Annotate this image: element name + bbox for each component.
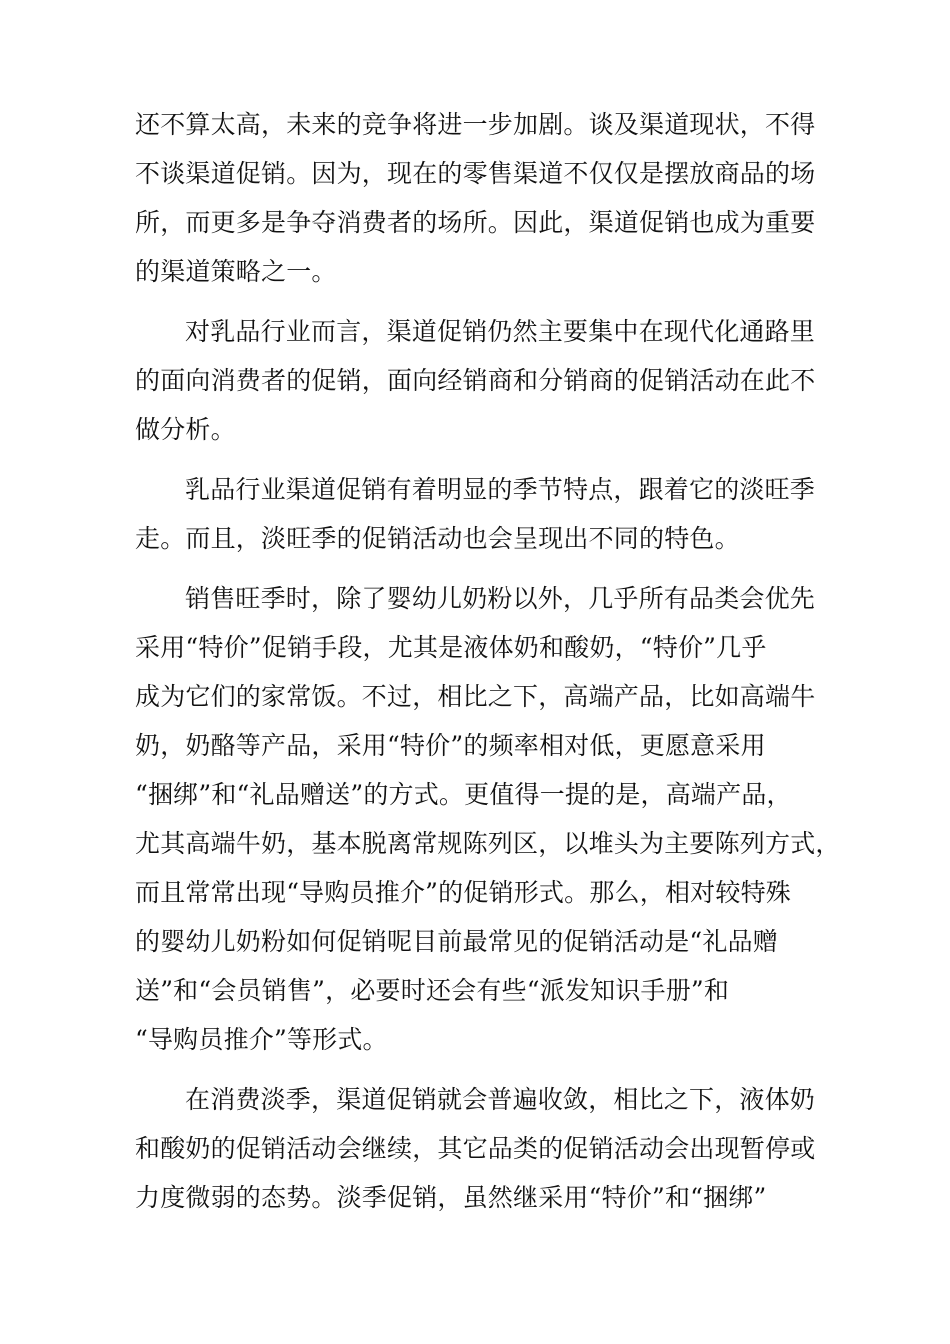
text-line: 的婴幼儿奶粉如何促销呢目前最常见的促销活动是“礼品赠 <box>135 927 778 956</box>
text-line: 乳品行业渠道促销有着明显的季节特点，跟着它的淡旺季 <box>185 475 816 504</box>
paragraph-5 <box>135 1075 825 1222</box>
text-line: 在消费淡季，渠道促销就会普遍收敛，相比之下，液体奶 <box>185 1085 816 1114</box>
text-line: 走。而且，淡旺季的促销活动也会呈现出不同的特色。 <box>135 524 740 553</box>
text-line: 对乳品行业而言，渠道促销仍然主要集中在现代化通路里 <box>185 317 816 346</box>
text-line: 所，而更多是争夺消费者的场所。因此，渠道促销也成为重要 <box>135 208 816 237</box>
text-line: 不谈渠道促销。因为，现在的零售渠道不仅仅是摆放商品的场 <box>135 159 816 188</box>
text-line: 尤其高端牛奶，基本脱离常规陈列区，以堆头为主要陈列方式， <box>135 829 841 858</box>
text-line: 的面向消费者的促销，面向经销商和分销商的促销活动在此不 <box>135 366 816 395</box>
paragraph-1 <box>135 100 825 296</box>
text-line: 做分析。 <box>135 415 236 444</box>
text-line: 和酸奶的促销活动会继续，其它品类的促销活动会出现暂停或 <box>135 1134 816 1163</box>
text-line: 采用“特价”促销手段，尤其是液体奶和酸奶，“特价”几乎 <box>135 633 767 662</box>
text-line: 送”和“会员销售”，必要时还会有些“派发知识手册”和 <box>135 976 730 1005</box>
text-line: 奶，奶酪等产品，采用“特价”的频率相对低，更愿意采用 <box>135 731 766 760</box>
text-line: 还不算太高，未来的竞争将进一步加剧。谈及渠道现状，不得 <box>135 110 816 139</box>
text-line: 而且常常出现“导购员推介”的促销形式。那么，相对较特殊 <box>135 878 791 907</box>
text-line: 成为它们的家常饭。不过，相比之下，高端产品，比如高端牛 <box>135 682 816 711</box>
text-line: “导购员推介”等形式。 <box>135 1025 388 1054</box>
text-line: 的渠道策略之一。 <box>135 257 337 286</box>
paragraph-3 <box>135 465 825 563</box>
text-line: 销售旺季时，除了婴幼儿奶粉以外，几乎所有品类会优先 <box>185 584 816 613</box>
text-line: 力度微弱的态势。淡季促销，虽然继采用“特价”和“捆绑” <box>135 1183 767 1212</box>
document-body <box>135 100 841 1222</box>
text-line: “捆绑”和“礼品赠送”的方式。更值得一提的是，高端产品， <box>135 780 792 809</box>
paragraph-2 <box>135 307 825 454</box>
paragraph-4 <box>135 574 841 1064</box>
